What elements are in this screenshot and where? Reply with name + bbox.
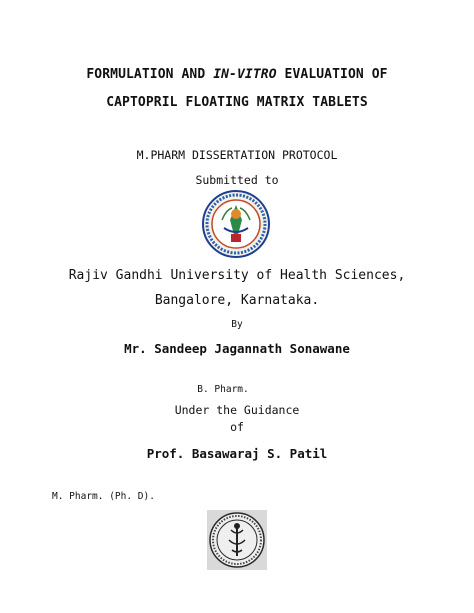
- protocol-label: M.PHARM DISSERTATION PROTOCOL: [136, 148, 338, 162]
- student-degree: B. Pharm.: [197, 384, 249, 395]
- university-location: Bangalore, Karnataka.: [154, 293, 320, 308]
- title-part-1: FORMULATION AND: [86, 67, 214, 82]
- guidance-line-2: of: [230, 420, 244, 434]
- submitted-to-label: Submitted to: [195, 173, 279, 187]
- college-seal-icon: [207, 510, 267, 570]
- student-name: Mr. Sandeep Jagannath Sonawane: [124, 341, 350, 356]
- title-part-2: EVALUATION OF: [276, 67, 388, 82]
- guide-qualification: M. Pharm. (Ph. D).: [52, 491, 155, 502]
- guide-name: Prof. Basawaraj S. Patil: [146, 446, 328, 461]
- guidance-line-1: Under the Guidance: [174, 403, 300, 417]
- title-line-2: CAPTOPRIL FLOATING MATRIX TABLETS: [106, 95, 368, 110]
- title-line-1: [0, 68, 474, 81]
- by-label: By: [231, 319, 243, 330]
- rguhs-seal-icon: [202, 190, 270, 258]
- title-italic: IN-VITRO: [213, 67, 277, 82]
- university-name: Rajiv Gandhi University of Health Sciences,: [68, 268, 406, 283]
